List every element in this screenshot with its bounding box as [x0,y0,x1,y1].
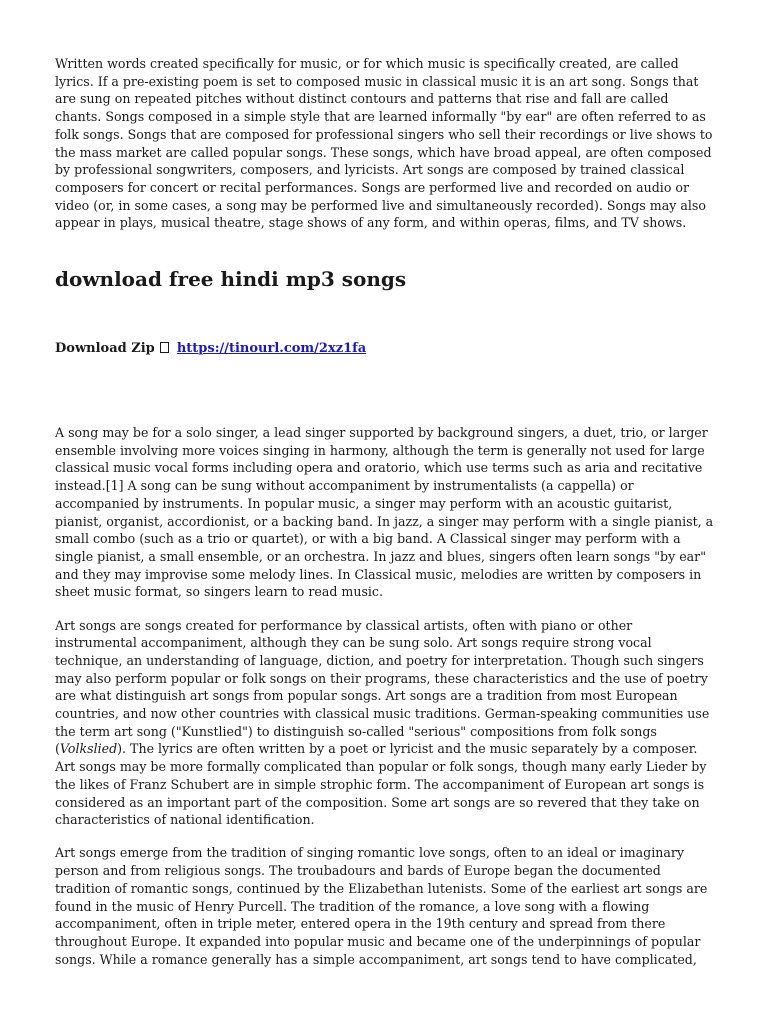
paragraph-2-part-2: ). The lyrics are often written by a poet or lyricist and the music separately by a composer. Art songs may be more formally complicated than popular or folk songs, though many early Lieder by the likes of Franz Schubert are in simple strophic form. The accompaniment of European art songs is considered as an important part of the composition. Some art songs are so revered that they take on characteristics of national identification. [55,741,707,828]
download-link[interactable]: https://tinourl.com/2xz1fa [176,341,367,356]
document-page [55,55,715,967]
paragraph-2-italic-term: Volkslied [59,741,118,757]
paragraph-3: Art songs emerge from the tradition of singing romantic love songs, often to an ideal or imaginary person and from religious songs. The troubadours and bards of Europe began the documented tradition of romantic songs, continued by the Elizabethan lutenists. Some of the earliest art songs are found in the music of Henry Purcell. The tradition of the romance, a love song with a flowing accompaniment, often in triple meter, entered opera in the 19th century and spread from there throughout Europe. It expanded into popular music and became one of the underpinnings of popular songs. While a romance generally has a simple accompaniment, art songs tend to have complicated, [55,845,708,967]
paragraph-2 [55,617,715,829]
page-title: download free hindi mp3 songs [55,267,407,291]
paragraph-2-part-1: Art songs are songs created for performance by classical artists, often with piano or other instrumental accompaniment, although they can be sung solo. Art songs require strong vocal technique, an understanding of language, diction, and poetry for interpretation. Though such singers may also perform popular or folk songs on their programs, these characteristics and the use of poetry are what distinguish art songs from popular songs. Art songs are a tradition from most European countries, and now other countries with classical music traditions. German-speaking communities use the term art song ("Kunstlied") to distinguish so-called "serious" compositions from folk songs ( [55,617,710,757]
download-label: Download Zip [55,341,155,356]
missing-glyph-icon [160,342,169,353]
paragraph-1: A song may be for a solo singer, a lead singer supported by background singers, a duet, trio, or larger ensemble involving more voices singing in harmony, although the term is generally not used for large classical music vocal forms including opera and oratorio, which use terms such as aria and recitative instead.[1] A song can be sung without accompaniment by instrumentalists (a cappella) or accompanied by instruments. In popular music, a singer may perform with an acoustic guitarist, pianist, organist, accordionist, or a backing band. In jazz, a singer may perform with a single pianist, a small combo (such as a trio or quartet), or with a big band. A Classical singer may perform with a single pianist, a small ensemble, or an orchestra. In jazz and blues, singers often learn songs "by ear" and they may improvise some melody lines. In Classical music, melodies are written by composers in sheet music format, so singers learn to read music. [55,425,714,600]
intro-paragraph: Written words created specifically for music, or for which music is specifically created, are called lyrics. If a pre-existing poem is set to composed music in classical music it is an art song. Songs that are sung on repeated pitches without distinct contours and patterns that rise and fall are called chants. Songs composed in a simple style that are learned informally "by ear" are often referred to as folk songs. Songs that are composed for professional singers who sell their recordings or live shows to the mass market are called popular songs. These songs, which have broad appeal, are often composed by professional songwriters, composers, and lyricists. Art songs are composed by trained classical composers for concert or recital performances. Songs are performed live and recorded on audio or video (or, in some cases, a song may be performed live and simultaneously recorded). Songs may also appear in plays, musical theatre, stage shows of any form, and within operas, films, and TV shows. [55,56,713,231]
download-line [55,340,366,358]
article-body [55,424,715,984]
